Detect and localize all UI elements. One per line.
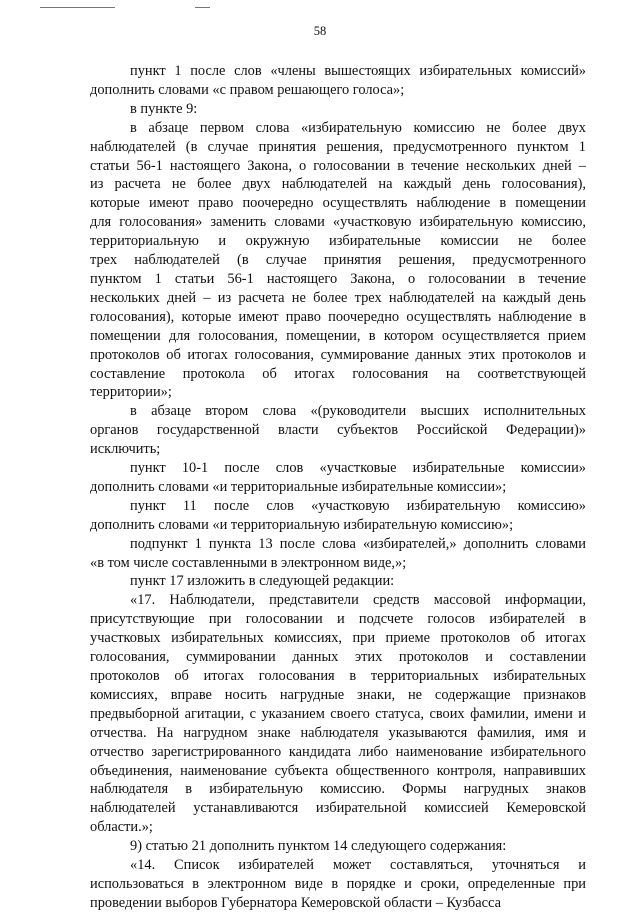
text-line: трех наблюдателей (в случае принятия решения, предусмотренного [90,252,586,269]
paragraph [90,459,586,497]
text-line: пункт 1 после слов «члены вышестоящих избирательных комиссий» [130,63,586,79]
text-line: «в том числе составленными в электронном виде,»; [90,554,407,571]
text-line: исключить; [90,441,161,458]
text-line: комиссиях, вправе носить нагрудные знаки, не содержащие признаков [90,686,586,703]
text-line: отчества. На нагрудном знаке наблюдателя указываются фамилия, имя и [90,724,586,741]
document-body [90,62,586,913]
text-line: пункт 17 изложить в следующей редакции: [130,573,395,590]
text-line: составление протокола об итогах голосования на соответствующей [90,365,586,382]
paragraph [90,100,586,119]
text-line: объединения, наименование субъекта общественного контроля, направивших [90,762,586,779]
text-line: помещении для голосования, помещении, в котором осуществляется прием [90,327,586,344]
text-line: пункт 10-1 после слов «участковые избирательные комиссии» [130,460,586,477]
text-line: голосования), которые имеют право поочередно осуществлять наблюдение в [90,308,586,325]
text-line: подпункт 1 пункта 13 после слова «избирателей,» дополнить словами [130,535,586,552]
paragraph [90,119,586,403]
text-line: статьи 56-1 настоящего Закона, о голосовании в течение нескольких дней – [90,157,586,174]
text-line: дополнить словами «с правом решающего голоса»; [90,81,405,98]
text-line: протоколов об итогах голосования, суммирование данных этих протоколов и [90,346,586,363]
paragraph [90,856,586,913]
text-line: «14. Список избирателей может составляться, уточняться и [130,857,586,874]
text-line: территории»; [90,384,172,401]
paragraph [90,62,586,100]
text-line: нескольких дней – из расчета не более трех наблюдателей на каждый день [90,289,586,306]
text-line: наблюдателя в избирательную комиссию. Формы нагрудных знаков [90,781,586,798]
text-line: «17. Наблюдатели, представители средств массовой информации, [130,592,586,609]
text-line: пункт 11 после слов «участковую избирательную комиссию» [130,497,586,514]
text-line: проведении выборов Губернатора Кемеровской области – Кузбасса [90,894,501,911]
text-line: 9) статью 21 дополнить пунктом 14 следующего содержания: [130,838,507,855]
scan-edge-line [40,7,115,8]
text-line: в пункте 9: [130,100,198,117]
text-line: для голосования» заменить словами «участковую избирательную комиссию, [90,214,586,231]
text-line: наблюдателей (в случае принятия решения, предусмотренного пунктом 1 [90,138,586,155]
text-line: отчество зарегистрированного кандидата либо наименование избирательного [90,743,586,760]
text-line: участковых избирательных комиссиях, при приеме протоколов об итогах [90,630,586,647]
paragraph [90,497,586,535]
text-line: наблюдателей устанавливаются избирательной комиссией Кемеровской [90,800,586,817]
text-line: области.»; [90,819,153,836]
text-line: использоваться в электронном виде в порядке и сроки, определенные при [90,875,586,892]
text-line: предвыборной агитации, с указанием своего статуса, своих фамилии, имени и [90,705,586,722]
text-line: дополнить словами «и территориальную избирательную комиссию»; [90,516,514,533]
paragraph [90,535,586,573]
paragraph [90,402,586,459]
page-number: 58 [313,24,327,38]
text-line: пунктом 1 статьи 56-1 настоящего Закона, о голосовании в течение [90,270,586,287]
text-line: дополнить словами «и территориальные избирательные комиссии»; [90,478,507,495]
text-line: присутствующие при голосовании и подсчете голосов избирателей в [90,611,586,628]
text-line: которые имеют право поочередно осуществлять наблюдение в помещении [90,195,586,212]
paragraph [90,591,586,837]
text-line: в абзаце первом слова «избирательную комиссию не более двух [130,119,586,136]
text-line: органов государственной власти субъектов Российской Федерации)» [90,422,586,439]
paragraph [90,837,586,856]
paragraph [90,572,586,591]
text-line: в абзаце втором слова «(руководители высших исполнительных [130,403,586,420]
text-line: из расчета не более двух наблюдателей на каждый день голосования), [90,176,586,193]
scan-edge-line [195,7,210,8]
text-line: голосования, суммировании данных этих протоколов и составлении [90,649,586,666]
text-line: территориальную и окружную избирательные комиссии не более [90,233,586,250]
text-line: протоколов об итогах голосования в территориальных избирательных [90,668,586,684]
